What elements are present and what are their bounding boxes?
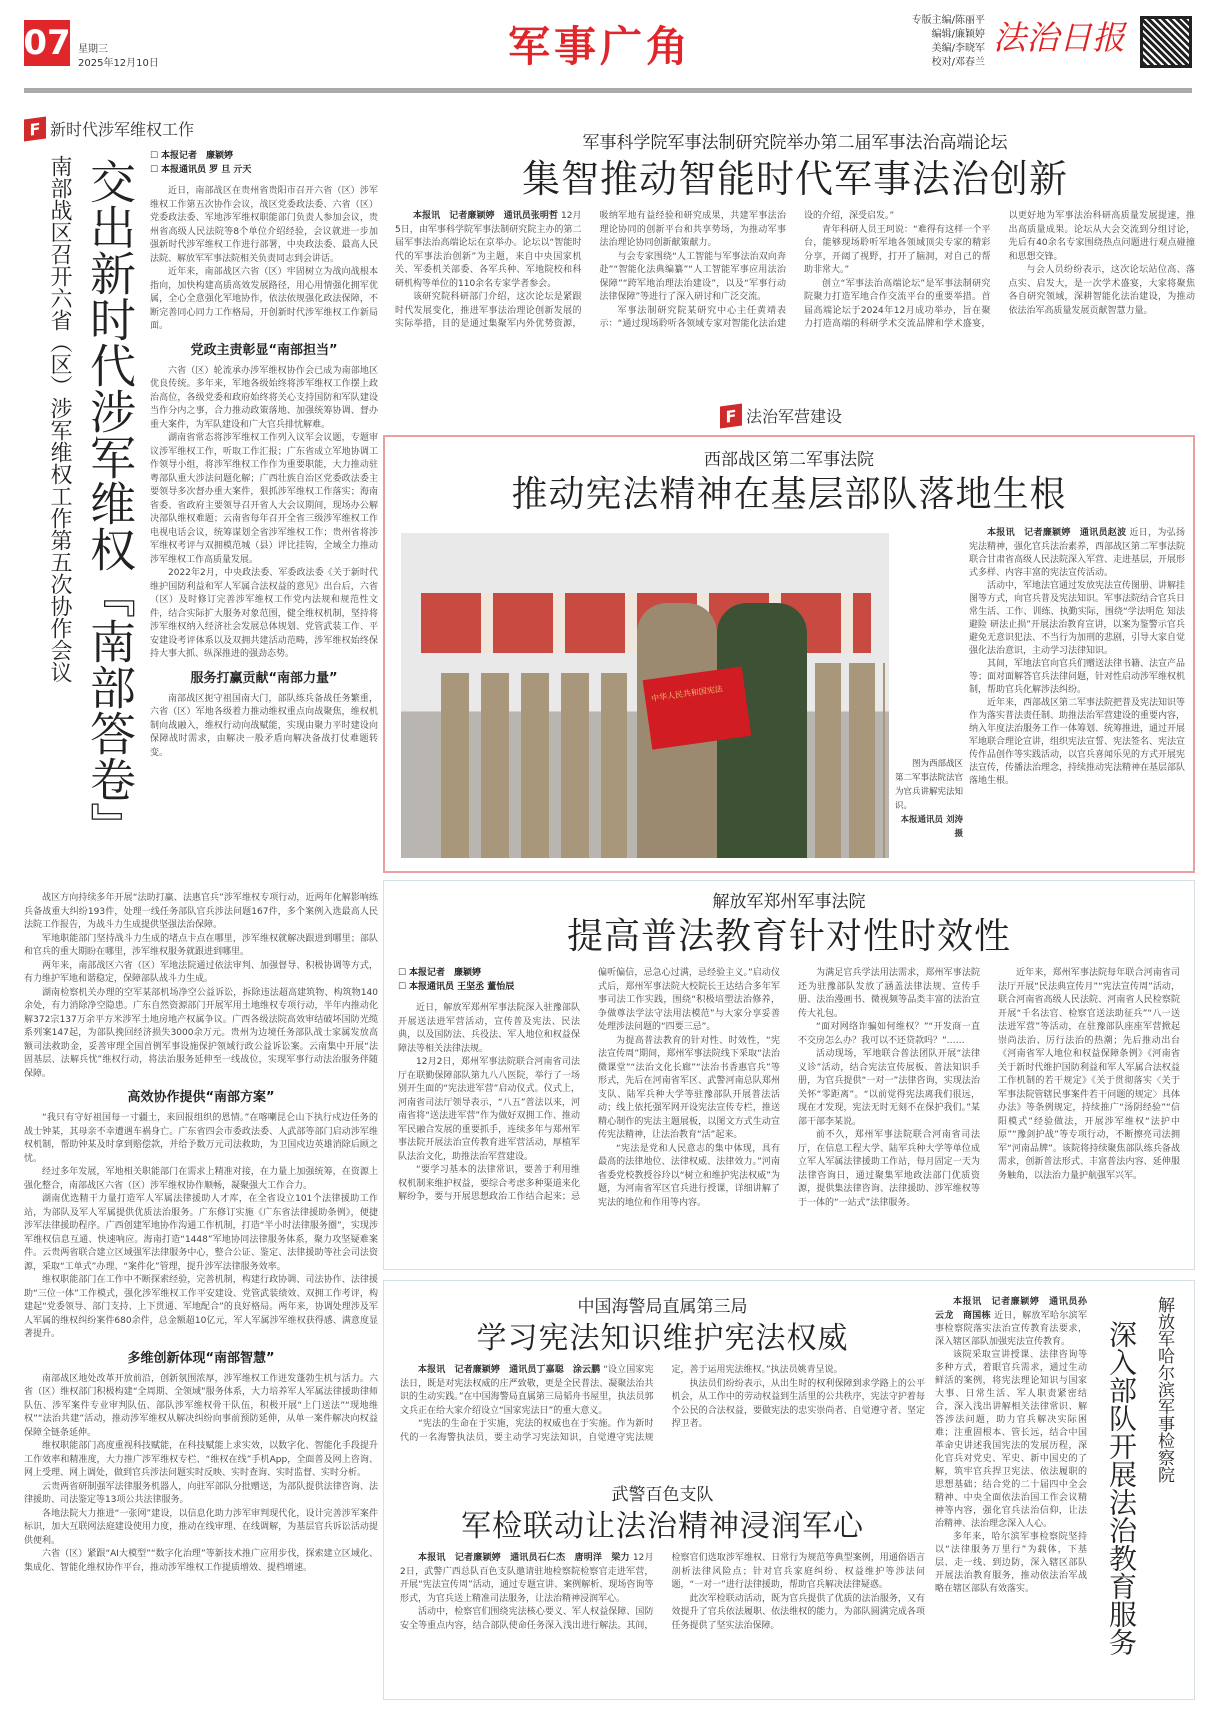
byline: ☐ 本报通讯员 王坚丞 董怡辰 — [398, 981, 515, 992]
paragraph: “宪法的生命在于实施，宪法的权威也在于实施。作为新时代的一名海警执法员，要主动学习宪法知识，自觉遵守宪法规定，善于运用宪法维权。”执法员姚青呈说。 — [400, 1365, 843, 1443]
paragraph: 经过多年发展，军地相关职能部门在需求上精准对接，在力量上加强统筹，在资源上强化整合，南部战区六省（区）涉军维权协作顺畅，凝聚强大工作合力。 — [24, 1167, 378, 1191]
paragraph: 战区方向持续多年开展“法助打赢、法惠官兵”涉军维权专项行动，近两年化解影响练兵备战重大纠纷193件，处理一线任务部队官兵涉法问题167件，多个案例入选最高人民法院工作报告，为战斗力生成提供坚强法治保障。 — [24, 893, 378, 930]
paragraph: 该院采取宣讲授课、法律咨询等多种方式，着眼官兵需求，通过生动鲜活的案例，将宪法理论知识与国家大事、日常生活、军人职责紧密结合，深入浅出讲解相关法律常识、解答涉法问题，助力官兵解决实际困难；注重固根本、管长远，结合中国革命史讲述我国宪法的发展历程，深化官兵对党史、军史、新中国史的了解，筑牢官兵捍卫宪法、依法履职的思想基础；结合党的二十届四中全会精神、中央全面依法治国工作会议精神等内容，强化官兵法治信仰，让法治精神、法治理念深入人心。 — [935, 1350, 1087, 1529]
paragraph: 近日，南部战区在贵州省贵阳市召开六省（区）涉军维权工作第五次协作会议，战区党委政法委、六省（区）党委政法委、军地涉军维权职能部门负责人参加会议，贵州省高级人民法院等8个单位介绍经验，会议就进一步加强新时代涉军维权工作进行部署，中央政法委、最高人民法院、解放军军事法院相关负责同志到会讲话。 — [150, 186, 378, 264]
page-number: 07 — [24, 20, 70, 66]
paragraph: 各地法院大力推进“一张网”建设，以信息化助力涉军审判现代化，设计完善涉军案件标识，加大互联网法庭建设使用力度，推动在线审理、在线调解，为基层官兵诉讼活动提供便利。 — [24, 1508, 378, 1546]
paragraph: 前不久，郑州军事法院联合河南省司法厅，在信息工程大学、陆军兵种大学等单位成立军人军属法律援助工作站，每月固定一天为法律咨询日，通过聚集军地政法部门优质资源，提供集法律咨询、法律援助、涉军维权等于一体的“一站式”法律服务。 — [798, 1130, 980, 1208]
feature-box — [383, 435, 1195, 873]
byline: 本报讯 记者廉颖婷 通讯员赵波 — [987, 528, 1127, 538]
paragraph — [400, 1552, 654, 1606]
caption-text: 图为西部战区第二军事法院法官为官兵讲解宪法知识。 — [895, 759, 964, 811]
qr-code-icon — [1140, 16, 1192, 68]
paragraph: 南部战区扼守祖国南大门，部队练兵备战任务繁重，六省（区）军地各级着力推动维权重点向战聚焦，维权机制向战融入，维权行动向战赋能，实现由聚力平时建设向保障战时需求，由解决一般矛盾向解决备战打仗难题转变。 — [150, 693, 378, 758]
paragraph: 近年来，南部战区六省（区）牢固树立为战向战根本指向，加快构建高质高效发展路径，用心用情强化拥军优属，全心全意强化军地协作，依法依规强化政法保障，不断完善同心同力工作格局，开创新时代涉军维权工作新局面。 — [150, 267, 378, 331]
article-body — [935, 1296, 1087, 1596]
byline: 本报讯 记者廉颖婷 通讯员石仁杰 唐明洋 梁力 — [418, 1553, 630, 1563]
staff-designer: 美编/李晓军 — [931, 43, 985, 54]
paragraph — [969, 527, 1185, 580]
section-label-text: 新时代涉军维权工作 — [50, 120, 195, 139]
photo-caption — [895, 757, 963, 841]
article-kicker: 西部战区第二军事法院 — [704, 450, 874, 470]
paragraph: 两年来，南部战区六省（区）军地法院通过依法审判、加强督导、积极协调等方式，有力维护军地和谐稳定，保障部队战斗力生成。 — [24, 960, 378, 984]
paragraph: 为提高普法教育的针对性、时效性，“宪法宣传周”期间，郑州军事法院线下采取“法治微课堂”“法治文化长廊”“法治书香惠官兵”等形式，先后在河南省军区、武警河南总队郑州支队、陆军兵种大学等驻豫部队开展普法活动；线上依托强军网开设宪法宣传专栏，推送精心制作的宪法主题展板，以图文方式生动宣传宪法精神，让法治教育“活”起来。 — [598, 1035, 780, 1140]
paragraph: “要学习基本的法律常识，要善于利用维权机制来维护权益，要综合考虑多种渠道来化解纷争，要与开展思想政治工作结合起来；忌偏听偏信，忌急心过满，忌经验主义。”启动仪式后，郑州军事法院大校院长王达结合多年军事司法工作实践，围绕“积极培塑法治修养，争做尊法学法守法用法模范”与大家分享妥善处理涉法问题的“四要三忌”。 — [398, 968, 780, 1202]
article-kicker: 武警百色支队 — [611, 1485, 714, 1505]
paragraph: 活动中，军地法官通过发放宪法宣传图册、讲解挂图等方式，向官兵普及宪法知识。军事法院结合官兵日常生活、工作、训练、执勤实际，围绕“学法明危 知法避险 研法止损”开展法治教育宣讲，以案为鉴警示官兵避免无意识犯法、不当行为加刑的悲剧，引导大家自觉强化法治意识，主动学习法律知识。 — [969, 580, 1186, 656]
paragraph: 12月2日，郑州军事法院联合河南省司法厅在联勤保障部队第九八八医院，举行了一场别开生面的“宪法进军营”启动仪式。仪式上，河南省司法厅领导表示，“八五”普法以来，河南省将“送法进军营”作为做好双拥工作、推动军民融合发展的重要抓手，连续多年与郑州军事法院开展法治宣传教育进军营活动，厚植军队法治文化，助推法治军营建设。 — [398, 1057, 580, 1162]
subheading: 党政主责彰显“南部担当” — [190, 342, 338, 358]
section-label-text: 法治军营建设 — [746, 407, 843, 426]
paragraph-text: 近日，解放军哈尔滨军事检察院落实法治宣传教育法要求，深入辖区部队加强宪法宣传教育。 — [935, 1310, 1087, 1347]
page-header — [0, 0, 1212, 95]
paragraph: 为满足官兵学法用法需求，郑州军事法院还为驻豫部队发放了涵盖法律法规、宣传手册、法治漫画书、微视频等品类丰富的法治宣传大礼包。 — [798, 968, 980, 1019]
paragraph: 其间，军地法官向官兵们赠送法律书籍、法宣产品等；面对面解答官兵法律问题，针对性启动涉军维权机制，帮助官兵化解涉法纠纷。 — [969, 658, 1186, 695]
article-body — [969, 527, 1185, 788]
paragraph: 军事法制研究院某研究中心主任黄靖表示：“通过现场聆听各领域专家对智能化法治建设的介绍，深受启发。” — [599, 211, 895, 329]
feature-photo — [401, 533, 889, 858]
zhengzhou-article — [383, 880, 1195, 1270]
paragraph: “我只有守好祖国每一寸疆土，来回报组织的恩情。”在喀喇昆仑山下执行戍边任务的战士钟某，其母亲不幸遭遇车祸身亡。广东省四会市委政法委、人武部等部门启动涉军维权机制，帮助钟某及时拿到赔偿款，并给予数万元司法救助，为卫国戍边英雄消除后顾之忧。 — [24, 1113, 378, 1164]
paragraph: 近年来，西部战区第二军事法院把普及宪法知识等作为落实普法责任制、助推法治军营建设的重要内容，纳入年度法治服务工作一体筹划、统筹推进，通过开展军地联合理论宣讲，组织宪法宣誓、宪法签名、宪法宣传作品创作等实践活动，以官兵喜闻乐见的方式开展宪法宣传，传播法治理念，持续推动宪法精神在基层部队落地生根。 — [969, 697, 1186, 786]
harbin-article — [935, 1296, 1190, 1696]
paragraph: 与会人员纷纷表示，这次论坛站位高、落点实、启发大，是一次学术盛宴，大家将聚焦各自研究领域，深耕智能化法治建设，为推动依法治军高质量发展贡献智慧力量。 — [1008, 265, 1195, 316]
staff-list — [870, 14, 985, 70]
photo-credit: 本报通讯员 刘涛 摄 — [900, 815, 963, 839]
paragraph-text: 12月2日，武警广西总队百色支队邀请驻地检察院检察官走进军营，开展“宪法宣传周”活动，通过专题宣讲、案例解析、现场咨询等形式，为官兵送上精准司法服务，让法治精神浸润军心。 — [400, 1553, 654, 1604]
byline: ☐ 本报记者 廉颖婷 — [398, 968, 481, 978]
paragraph: 维权职能部门高度重视科技赋能，在科技赋能上求实效，以数字化、智能化手段提升工作效率和精准度，大力推广涉军维权专栏、“维权在线”手机App，全面普及网上咨询、网上受理、网上调处，做到官兵涉法问题实时反映、实时查询、实时监督、实时分析。 — [24, 1441, 378, 1478]
section-logo-icon: F — [720, 403, 742, 428]
subheading: 多维创新体现“南部智慧” — [127, 1350, 275, 1366]
byline: 本报讯 记者廉颖婷 通讯员孙云龙 商国栋 — [935, 1297, 1087, 1321]
paragraph: “宪法是党和人民意志的集中体现，具有最高的法律地位、法律权威、法律效力。”河南省委党校教授谷玲以“树立和维护宪法权威”为题，为河南省军区官兵进行授课，详细讲解了宪法的地位和作用等内容。 — [598, 1143, 780, 1208]
article-kicker: 军事科学院军事法制研究院举办第二届军事法治高端论坛 — [582, 133, 1008, 153]
left-kicker: 南部战区召开六省（区）涉军维权工作第五次协作会议 — [47, 155, 72, 683]
article-headline: 提高普法教育针对性时效性 — [566, 916, 1011, 957]
left-headline: 交出新时代涉军维权『南部答卷』 — [83, 158, 137, 848]
article-headline: 军检联动让法治精神浸润军心 — [461, 1509, 864, 1544]
paragraph: 南部战区地处改革开放前沿，创新氛围浓厚，涉军维权工作迸发蓬勃生机与活力。六省（区）维权部门积极构建“全周期、全领域”服务体系，大力培养军人军属法律援助律师队伍、涉军案件专业审判队伍、部队涉军维权骨干队伍，积极开展“上门送法”“现地维权”“法治共建”活动，推动涉军维权从解决纠纷向事前预防延伸，从单一案件解决向权益保障全链条延伸。 — [24, 1373, 378, 1438]
article-headline: 集智推动智能时代军事法治创新 — [521, 157, 1068, 201]
paragraph: “面对网络诈骗如何维权？”“开发商一直不交房怎么办？我可以不还贷款吗？”…… — [798, 1022, 980, 1046]
header-rule — [24, 88, 1192, 93]
paragraph: 军地职能部门坚持战斗力生成的堵点卡点在哪里，涉军维权就解决跟进到哪里；部队和官兵的重大期盼在哪里，涉军维权服务就跟进到哪里。 — [24, 933, 378, 957]
staff-proofreader: 校对/邓春兰 — [931, 57, 985, 68]
paragraph-text: “设立国家宪法日，既是对宪法权威的庄严致敬，更是全民普法、凝聚法治共识的生动实践。”在中国海警局直属第三局韬舟书屋里，执法员郭文兵正在给大家介绍设立“国家宪法日”的重大意义。 — [400, 1365, 654, 1416]
subheading: 服务打赢贡献“南部力量” — [190, 670, 338, 686]
paragraph — [395, 210, 582, 291]
weekday: 星期三 — [78, 44, 108, 55]
article-kicker: 中国海警局直属第三局 — [577, 1297, 748, 1317]
article-kicker: 解放军哈尔滨军事检察院 — [1154, 1296, 1174, 1483]
paragraph: 此次军检联动活动，既为官兵提供了优质的法治服务，又有效提升了官兵依法履职、依法维权的能力，为部队圆满完成各项任务提供了坚实法治保障。 — [671, 1593, 925, 1631]
paragraph: 该研究院科研部门介绍，这次论坛是紧跟时代发展变化，推进军事法治理论创新发展的实际举措，目的是通过集聚军内外优势资源，吸纳军地有益经验和研究成果，共建军事法治理论协同的创新平台和共享势场，为推动军事法治理论协同创新献策献力。 — [395, 211, 786, 329]
issue-date: 2025年12月10日 — [78, 58, 159, 69]
article-body — [398, 967, 1180, 1210]
photo-soldiers-background — [441, 673, 627, 858]
byline: 本报讯 记者廉颖婷 通讯员张明哲 — [413, 211, 559, 221]
paragraph-text: 12月5日，由军事科学院军事法制研究院主办的第二届军事法治高端论坛在京举办。论坛以“智能时代的军事法治创新”为主题，来自中央国家机关、军委机关部委、各军兵种、军地院校和科研机构等单位的110余名专家学者参会。 — [395, 211, 582, 289]
photo-book — [643, 666, 752, 749]
byline: 本报讯 记者廉颖婷 通讯员丁嘉聪 涂云鹏 — [418, 1365, 601, 1375]
paragraph — [400, 1364, 654, 1418]
byline: ☐ 本报通讯员 罗 旦 亓天 — [150, 164, 252, 175]
paragraph: 与会专家围绕“人工智能与军事法治双向奔赴”“智能化法典编纂”“人工智能军事应用法治保障”“跨军地治理法治建设”，以及“军事行动法律保障”等进行了深入研讨和广泛交流。 — [599, 251, 786, 302]
paragraph: 湖南优选精干力量打造军人军属法律援助人才库，在全省设立101个法律援助工作站，为部队及军人军属提供优质法治服务。广东修订实施《广东省法律援助条例》，便捷涉军法律援助程序。广西创建军地协作沟通工作机制，打造“半小时法律服务圈”，实现涉军维权信息互通、快速响应。海南打造“1448”军地协同法律服务体系，聚力攻坚疑难案件。云贵两省联合建立区域强军法律服务中心，整合公证、鉴定、法律援助等社会司法资源，采取“工单式”办理、“案件化”管理，提升涉军法律服务效率。 — [24, 1194, 378, 1272]
coastguard-article — [400, 1296, 925, 1445]
paragraph: 近日，解放军郑州军事法院深入驻豫部队开展送法进军营活动，宣传普及宪法、民法典，以及国防法、兵役法、军人地位和权益保障法等相关法律法规。 — [398, 1003, 580, 1054]
paragraph: 云贵两省研制强军法律服务机器人，向驻军部队分批赠送，为部队提供法律咨询、法律援助、司法鉴定等13项公共法律服务。 — [24, 1481, 378, 1505]
left-article-bottom — [24, 892, 378, 1575]
top-article — [395, 132, 1195, 332]
book-title: 中华人民共和国宪法 — [650, 684, 724, 704]
article-body — [400, 1552, 925, 1633]
article-body — [400, 1364, 925, 1445]
paragraph: 近年来，郑州军事法院每年联合河南省司法厅开展“民法典宣传月”“宪法宣传周”活动，联合河南省高级人民法院、河南省人民检察院开展“千名法官、检察官送法助征兵”“八一送法进军营”等活动，在驻豫部队座座军营掀起崇尚法治、厉行法治的热潮；先后推动出台《河南省军人地位和权益保障条例》《河南省关于新时代维护国防利益和军人军属合法权益工作机制的若干规定》《关于贯彻落实〈关于军事法院管辖民事案件若干问题的规定〉具体办法》等条例规定，持续推广“汤阴经验”“信阳模式”经验做法，开展涉军维权“法护中原”“豫剑护战”等专项行动，不断擦亮司法拥军“河南品牌”。该院将持续聚焦部队练兵备战需求，创新普法形式、丰富普法内容、延伸服务触角，以法治力量护航强军兴军。 — [998, 968, 1180, 1181]
article-headline: 学习宪法知识维护宪法权威 — [476, 1321, 849, 1356]
masthead-logo: 法治日报 — [993, 18, 1125, 57]
paragraph: 2022年2月，中央政法委、军委政法委《关于新时代维护国防利益和军人军属合法权益的意见》出台后，六省（区）及时修订完善涉军维权工作党内法规和规范性文件，结合实际扩大服务对象范围，健全维权机制，坚持将涉军维权纳入经济社会发展总体规划、党管武装工作、平安建设考评体系以及双拥共建活动范畴，涉军维权始终保持大事大抓、纵深推进的强劲态势。 — [150, 568, 378, 659]
paragraph-text: 近日，为弘扬宪法精神，强化官兵法治素养，西部战区第二军事法院联合甘肃省高级人民法院深入军营、走进基层，开展形式多样、内容丰富的宪法宣传活动。 — [969, 528, 1186, 578]
article-headline: 深入部队开展法治教育服务 — [1105, 1320, 1138, 1656]
armedpolice-article — [400, 1484, 925, 1633]
paragraph: 活动现场，军地联合普法团队开展“法律义诊”活动，结合宪法宣传展板、普法知识手册，为官兵提供“一对一”法律咨询，实现法治关怀“零距离”。“以前觉得宪法离我们很远，现在才发现，宪法无时无刻不在保护我们。”某部干部李某说。 — [798, 1049, 980, 1127]
paragraph: 湖南检察机关办理的空军某部机场净空公益诉讼，拆除违法超高建筑物、构筑物140余处，有力消除净空隐患。广东自然资源部门开展军用土地维权专项行动，半年内推动化解372宗137万余平方米涉军土地房地产权属争议。广西各级法院高效审结破坏国防光缆系列案147起，为部队挽回经济损失3000余万元。贵州为边境任务部队战士家属发放高额司法救助金，妥善审理全国首例军事设施保护领域行政公益诉讼案。云南集中开展“法固基层、法解兵忧”维权行动，将法治服务延伸至一线战位，实现军事行动法治服务伴随保障。 — [24, 987, 378, 1079]
left-article-top — [150, 150, 378, 760]
staff-editor: 编辑/廉颖婷 — [931, 29, 985, 40]
paragraph — [935, 1296, 1087, 1349]
staff-editor-chief: 专版主编/陈丽平 — [911, 15, 985, 26]
paragraph: 执法员们纷纷表示，从出生时的权利保障到求学路上的公平机会，从工作中的劳动权益到生活里的公共秩序，宪法守护着每个公民的合法权益，要做宪法的忠实崇尚者、自觉遵守者、坚定捍卫者。 — [671, 1378, 925, 1429]
paragraph: 创立“军事法治高端论坛”是军事法制研究院聚力打造军地合作交流平台的重要举措。首届高端论坛于2024年12月成功举办，旨在聚力打造高端的科研学术交流品牌和学术盛宴，以更好地为军事法治科研高质量发展提速，推出高质量成果。论坛从大会交流到分组讨论，先后有40余名专家围绕热点问题进行观点碰撞和思想交锋。 — [804, 211, 1195, 329]
photo-soldiers-background — [815, 663, 885, 858]
paragraph: 维权职能部门在工作中不断探索经验，完善机制，构建行政协调、司法协作、法律援助“三位一体”工作模式，强化涉军维权工作平安建设、党管武装绩效、双拥工作考评，构建起“党委领导、部门支持、上下贯通、军地配合”的良好格局。两年来，协调处理涉及军人军属的维权纠纷案件680余件，总金额超10亿元，军人军属涉军维权获得感、满意度显著提升。 — [24, 1275, 378, 1339]
paragraph: 多年来，哈尔滨军事检察院坚持以“法律服务万里行”为载体，下基层、走一线、到边防，深入辖区部队开展法治教育服务，推动依法治军战略在辖区部队有效落实。 — [935, 1532, 1087, 1594]
section-logo-icon: F — [24, 116, 46, 141]
subheading: 高效协作提供“南部方案” — [127, 1090, 275, 1105]
paragraph: 活动中，检察官们围绕宪法核心要义、军人权益保障、国防安全等重点内容，结合部队使命任务深入浅出进行解法。其间，检察官们选取涉军维权、日常行为规范等典型案例，用通俗语言剖析法律风险点；针对官兵家庭纠纷、权益维护等涉法问题，“一对一”进行法律援助，帮助官兵解决法律疑惑。 — [400, 1553, 925, 1631]
section-label-left — [24, 117, 194, 140]
paragraph: 六省（区）轮流承办涉军维权协作会已成为南部地区优良传统。多年来，军地各级始终将涉军维权工作摆上政治高位，各级党委和政府始终将关心支持国防和军队建设当作分内之事，合力推动政策落地、加强统筹协调、督办重大案件，为军队建设和广大官兵排忧解难。 — [150, 365, 378, 430]
paragraph: 湖南省常态将涉军维权工作列入议军会议题，专题审议涉军维权工作，听取工作汇报；广东省成立军地协调工作领导小组，将涉军维权工作作为重要职能，大力推动驻粤部队重大涉法问题化解；广西壮族自治区党委政法委主要领导多次督办重大案件，狠抓涉军维权工作落实；海南省委、省政府主要领导召开省人大会议期间，现场办公解决部队维权难题；云南省每年召开全省三级涉军维权工作电视电话会议，统筹谋划全省涉军维权工作；贵州省将涉军维权考评与双拥模范城（县）评比挂钩，全域全力推动涉军维权工作高质量发展。 — [150, 433, 378, 565]
section-title: 军事广角 — [507, 22, 692, 71]
article-body — [395, 210, 1195, 332]
article-kicker: 解放军郑州军事法院 — [712, 892, 866, 912]
paragraph: 六省（区）紧跟“AI大模型”“数字化治理”等新技术推广应用步伐，探索建立区域化、集成化、智能化维权协作平台，推动涉军维权工作提质增效、提档增速。 — [24, 1549, 378, 1573]
paragraph: 青年科研人员王珂说：“难得有这样一个平台，能够现场聆听军地各领域顶尖专家的精彩分享，开阔了视野，打开了脑洞，对自己的帮助非常大。” — [804, 224, 991, 275]
article-headline: 推动宪法精神在基层部队落地生根 — [511, 474, 1067, 515]
section-label-feature — [720, 404, 842, 427]
byline: ☐ 本报记者 廉颖婷 — [150, 151, 233, 161]
